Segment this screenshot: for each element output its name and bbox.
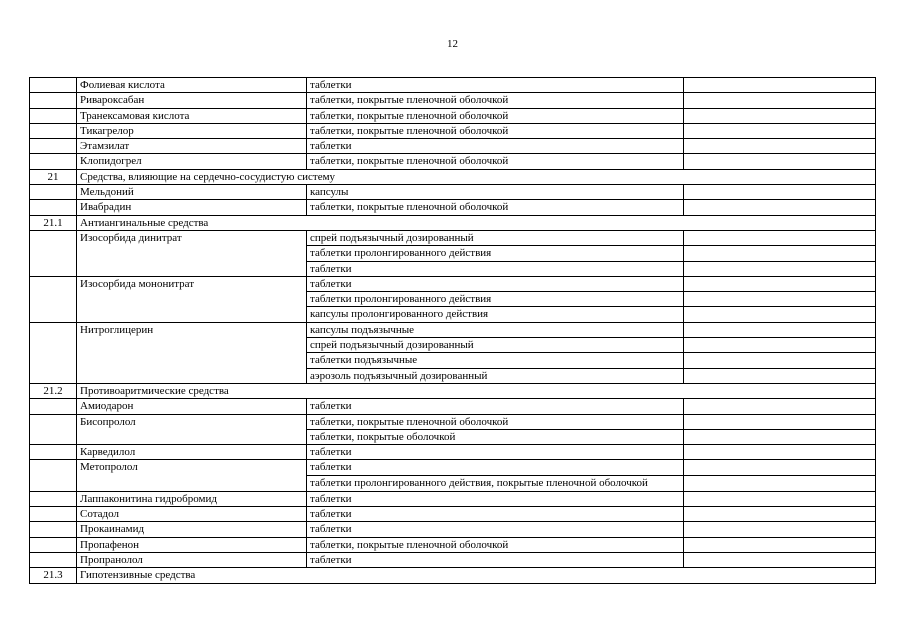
dosage-form: таблетки bbox=[307, 276, 684, 291]
drug-name: Транексамовая кислота bbox=[77, 108, 307, 123]
row-code bbox=[30, 414, 77, 445]
drug-name: Изосорбида динитрат bbox=[77, 230, 307, 276]
drug-name: Клопидогрел bbox=[77, 154, 307, 169]
row-code bbox=[30, 276, 77, 322]
row-code bbox=[30, 123, 77, 138]
row-code bbox=[30, 139, 77, 154]
dosage-form: таблетки пролонгированного действия bbox=[307, 292, 684, 307]
drug-name: Изосорбида мононитрат bbox=[77, 276, 307, 322]
drug-table-body bbox=[30, 78, 876, 584]
notes-cell bbox=[684, 522, 876, 537]
notes-cell bbox=[684, 507, 876, 522]
drug-name: Метопролол bbox=[77, 460, 307, 491]
row-code bbox=[30, 460, 77, 491]
dosage-form: таблетки bbox=[307, 261, 684, 276]
dosage-form: таблетки, покрытые пленочной оболочкой bbox=[307, 537, 684, 552]
row-code bbox=[30, 552, 77, 567]
section-code: 21 bbox=[30, 169, 77, 184]
drug-name: Тикагрелор bbox=[77, 123, 307, 138]
section-code: 21.2 bbox=[30, 383, 77, 398]
section-row bbox=[30, 383, 876, 398]
dosage-form: таблетки bbox=[307, 491, 684, 506]
table-row bbox=[30, 154, 876, 169]
dosage-form: таблетки bbox=[307, 552, 684, 567]
section-row bbox=[30, 568, 876, 583]
notes-cell bbox=[684, 154, 876, 169]
dosage-form: таблетки пролонгированного действия bbox=[307, 246, 684, 261]
row-code bbox=[30, 108, 77, 123]
section-row bbox=[30, 169, 876, 184]
section-title: Средства, влияющие на сердечно-сосудистую систему bbox=[77, 169, 876, 184]
table-row bbox=[30, 230, 876, 245]
table-row bbox=[30, 200, 876, 215]
notes-cell bbox=[684, 537, 876, 552]
dosage-form: таблетки, покрытые пленочной оболочкой bbox=[307, 200, 684, 215]
drug-name: Ивабрадин bbox=[77, 200, 307, 215]
drug-name: Фолиевая кислота bbox=[77, 78, 307, 93]
row-code bbox=[30, 322, 77, 383]
drug-name: Этамзилат bbox=[77, 139, 307, 154]
notes-cell bbox=[684, 200, 876, 215]
row-code bbox=[30, 522, 77, 537]
notes-cell bbox=[684, 292, 876, 307]
dosage-form: таблетки, покрытые пленочной оболочкой bbox=[307, 108, 684, 123]
table-row bbox=[30, 491, 876, 506]
notes-cell bbox=[684, 276, 876, 291]
dosage-form: капсулы пролонгированного действия bbox=[307, 307, 684, 322]
section-title: Противоаритмические средства bbox=[77, 383, 876, 398]
notes-cell bbox=[684, 475, 876, 491]
drug-name: Нитроглицерин bbox=[77, 322, 307, 383]
dosage-form: таблетки пролонгированного действия, покрытые пленочной оболочкой bbox=[307, 475, 684, 491]
table-row bbox=[30, 522, 876, 537]
notes-cell bbox=[684, 414, 876, 429]
row-code bbox=[30, 185, 77, 200]
table-row bbox=[30, 537, 876, 552]
notes-cell bbox=[684, 230, 876, 245]
notes-cell bbox=[684, 399, 876, 414]
dosage-form: таблетки, покрытые пленочной оболочкой bbox=[307, 123, 684, 138]
table-row bbox=[30, 93, 876, 108]
table-row bbox=[30, 139, 876, 154]
section-code: 21.3 bbox=[30, 568, 77, 583]
page-number: 12 bbox=[447, 38, 458, 50]
dosage-form: капсулы подъязычные bbox=[307, 322, 684, 337]
dosage-form: аэрозоль подъязычный дозированный bbox=[307, 368, 684, 383]
dosage-form: таблетки, покрытые пленочной оболочкой bbox=[307, 154, 684, 169]
table-row bbox=[30, 185, 876, 200]
drug-name: Мельдоний bbox=[77, 185, 307, 200]
dosage-form: таблетки, покрытые пленочной оболочкой bbox=[307, 93, 684, 108]
table-row bbox=[30, 552, 876, 567]
row-code bbox=[30, 93, 77, 108]
dosage-form: таблетки bbox=[307, 522, 684, 537]
table-row bbox=[30, 276, 876, 291]
notes-cell bbox=[684, 445, 876, 460]
dosage-form: таблетки bbox=[307, 399, 684, 414]
row-code bbox=[30, 491, 77, 506]
dosage-form: таблетки bbox=[307, 139, 684, 154]
table-row bbox=[30, 399, 876, 414]
notes-cell bbox=[684, 322, 876, 337]
notes-cell bbox=[684, 261, 876, 276]
row-code bbox=[30, 445, 77, 460]
row-code bbox=[30, 537, 77, 552]
row-code bbox=[30, 78, 77, 93]
notes-cell bbox=[684, 353, 876, 368]
drug-name: Лаппаконитина гидробромид bbox=[77, 491, 307, 506]
drug-name: Пропафенон bbox=[77, 537, 307, 552]
notes-cell bbox=[684, 246, 876, 261]
table-row bbox=[30, 123, 876, 138]
row-code bbox=[30, 399, 77, 414]
notes-cell bbox=[684, 139, 876, 154]
table-row bbox=[30, 460, 876, 475]
row-code bbox=[30, 507, 77, 522]
notes-cell bbox=[684, 460, 876, 475]
row-code bbox=[30, 230, 77, 276]
dosage-form: таблетки, покрытые пленочной оболочкой bbox=[307, 414, 684, 429]
notes-cell bbox=[684, 307, 876, 322]
dosage-form: капсулы bbox=[307, 185, 684, 200]
drug-name: Прокаинамид bbox=[77, 522, 307, 537]
dosage-form: спрей подъязычный дозированный bbox=[307, 230, 684, 245]
notes-cell bbox=[684, 123, 876, 138]
table-row bbox=[30, 108, 876, 123]
dosage-form: таблетки, покрытые оболочкой bbox=[307, 429, 684, 444]
table-row bbox=[30, 78, 876, 93]
table-row bbox=[30, 445, 876, 460]
section-code: 21.1 bbox=[30, 215, 77, 230]
notes-cell bbox=[684, 93, 876, 108]
drug-name: Пропранолол bbox=[77, 552, 307, 567]
drug-table bbox=[29, 77, 876, 584]
notes-cell bbox=[684, 491, 876, 506]
table-row bbox=[30, 507, 876, 522]
dosage-form: таблетки bbox=[307, 78, 684, 93]
dosage-form: таблетки подъязычные bbox=[307, 353, 684, 368]
table-row bbox=[30, 414, 876, 429]
section-title: Гипотензивные средства bbox=[77, 568, 876, 583]
notes-cell bbox=[684, 552, 876, 567]
notes-cell bbox=[684, 368, 876, 383]
notes-cell bbox=[684, 429, 876, 444]
drug-name: Бисопролол bbox=[77, 414, 307, 445]
row-code bbox=[30, 154, 77, 169]
drug-name: Карведилол bbox=[77, 445, 307, 460]
notes-cell bbox=[684, 185, 876, 200]
section-title: Антиангинальные средства bbox=[77, 215, 876, 230]
notes-cell bbox=[684, 338, 876, 353]
dosage-form: таблетки bbox=[307, 507, 684, 522]
section-row bbox=[30, 215, 876, 230]
row-code bbox=[30, 200, 77, 215]
dosage-form: таблетки bbox=[307, 460, 684, 475]
notes-cell bbox=[684, 108, 876, 123]
drug-name: Амиодарон bbox=[77, 399, 307, 414]
drug-name: Сотадол bbox=[77, 507, 307, 522]
dosage-form: таблетки bbox=[307, 445, 684, 460]
drug-name: Ривароксабан bbox=[77, 93, 307, 108]
notes-cell bbox=[684, 78, 876, 93]
dosage-form: спрей подъязычный дозированный bbox=[307, 338, 684, 353]
table-row bbox=[30, 322, 876, 337]
